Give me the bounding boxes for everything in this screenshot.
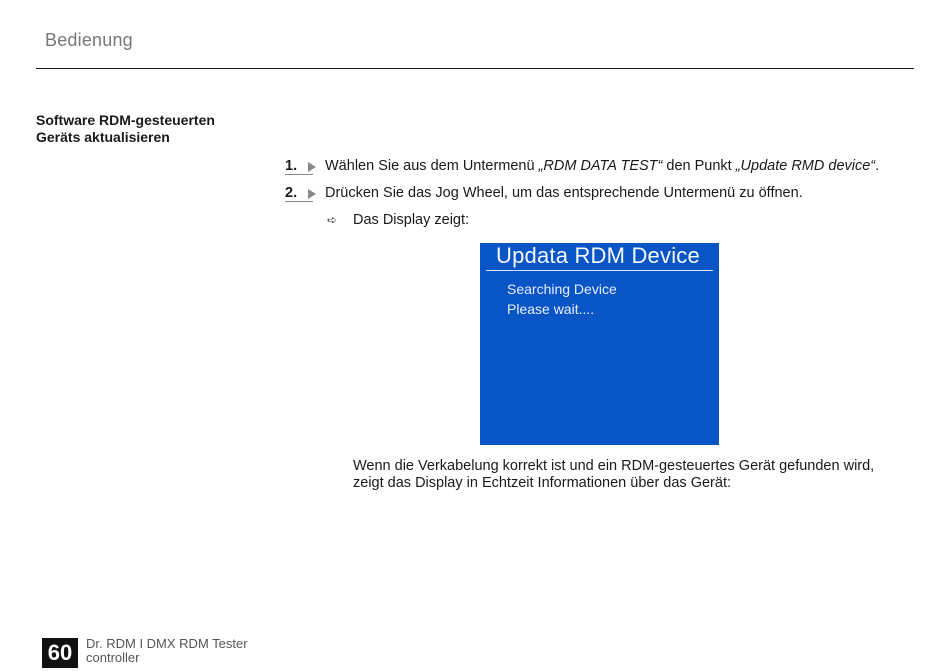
footer-title-line-2: controller	[86, 650, 140, 665]
paragraph-line-1: Wenn die Verkabelung korrekt ist und ein RDM-gesteuertes Gerät gefunden wird,	[353, 458, 875, 474]
step-1-text-middle: den Punkt	[662, 158, 736, 174]
step-2	[285, 184, 803, 202]
display-status-line: Searching Device	[507, 281, 617, 297]
result-text: Das Display zeigt:	[353, 212, 470, 228]
footer-document-title	[86, 637, 248, 665]
step-number-1	[285, 157, 325, 175]
step-1-text-before: Wählen Sie aus dem Untermenü	[325, 158, 539, 174]
side-heading-line-2: Geräts aktualisieren	[36, 129, 170, 145]
step-1-text-after: .	[875, 158, 880, 174]
result-line	[327, 211, 469, 229]
step-number-text: 2.	[285, 185, 298, 201]
step-arrow-icon	[308, 189, 316, 199]
step-arrow-icon	[308, 162, 316, 172]
step-underline	[285, 174, 313, 175]
step-number-2	[285, 184, 325, 202]
side-heading	[36, 112, 266, 146]
header-divider	[36, 68, 914, 69]
step-underline	[285, 201, 313, 202]
step-1-menu-item: „Update RMD device“	[735, 158, 876, 174]
footer-title-line-1: Dr. RDM I DMX RDM Tester	[86, 636, 248, 651]
device-display-screenshot	[480, 243, 719, 445]
paragraph-line-2: zeigt das Display in Echtzeit Informationen über das Gerät:	[353, 475, 731, 491]
page-number: 60	[42, 638, 78, 668]
side-heading-line-1: Software RDM-gesteuerten	[36, 112, 215, 128]
display-title: Updata RDM Device	[496, 243, 700, 268]
step-number-text: 1.	[285, 158, 298, 174]
step-1-text	[325, 157, 879, 175]
display-title-divider	[486, 270, 713, 271]
body-paragraph	[353, 458, 913, 492]
display-wait-line: Please wait....	[507, 301, 595, 317]
result-arrow-icon: ➪	[327, 213, 338, 227]
step-1-menu-name: „RDM DATA TEST“	[538, 158, 663, 174]
step-2-text: Drücken Sie das Jog Wheel, um das entsprechende Untermenü zu öffnen.	[325, 185, 803, 201]
step-1	[285, 157, 879, 175]
section-title: Bedienung	[45, 30, 133, 50]
